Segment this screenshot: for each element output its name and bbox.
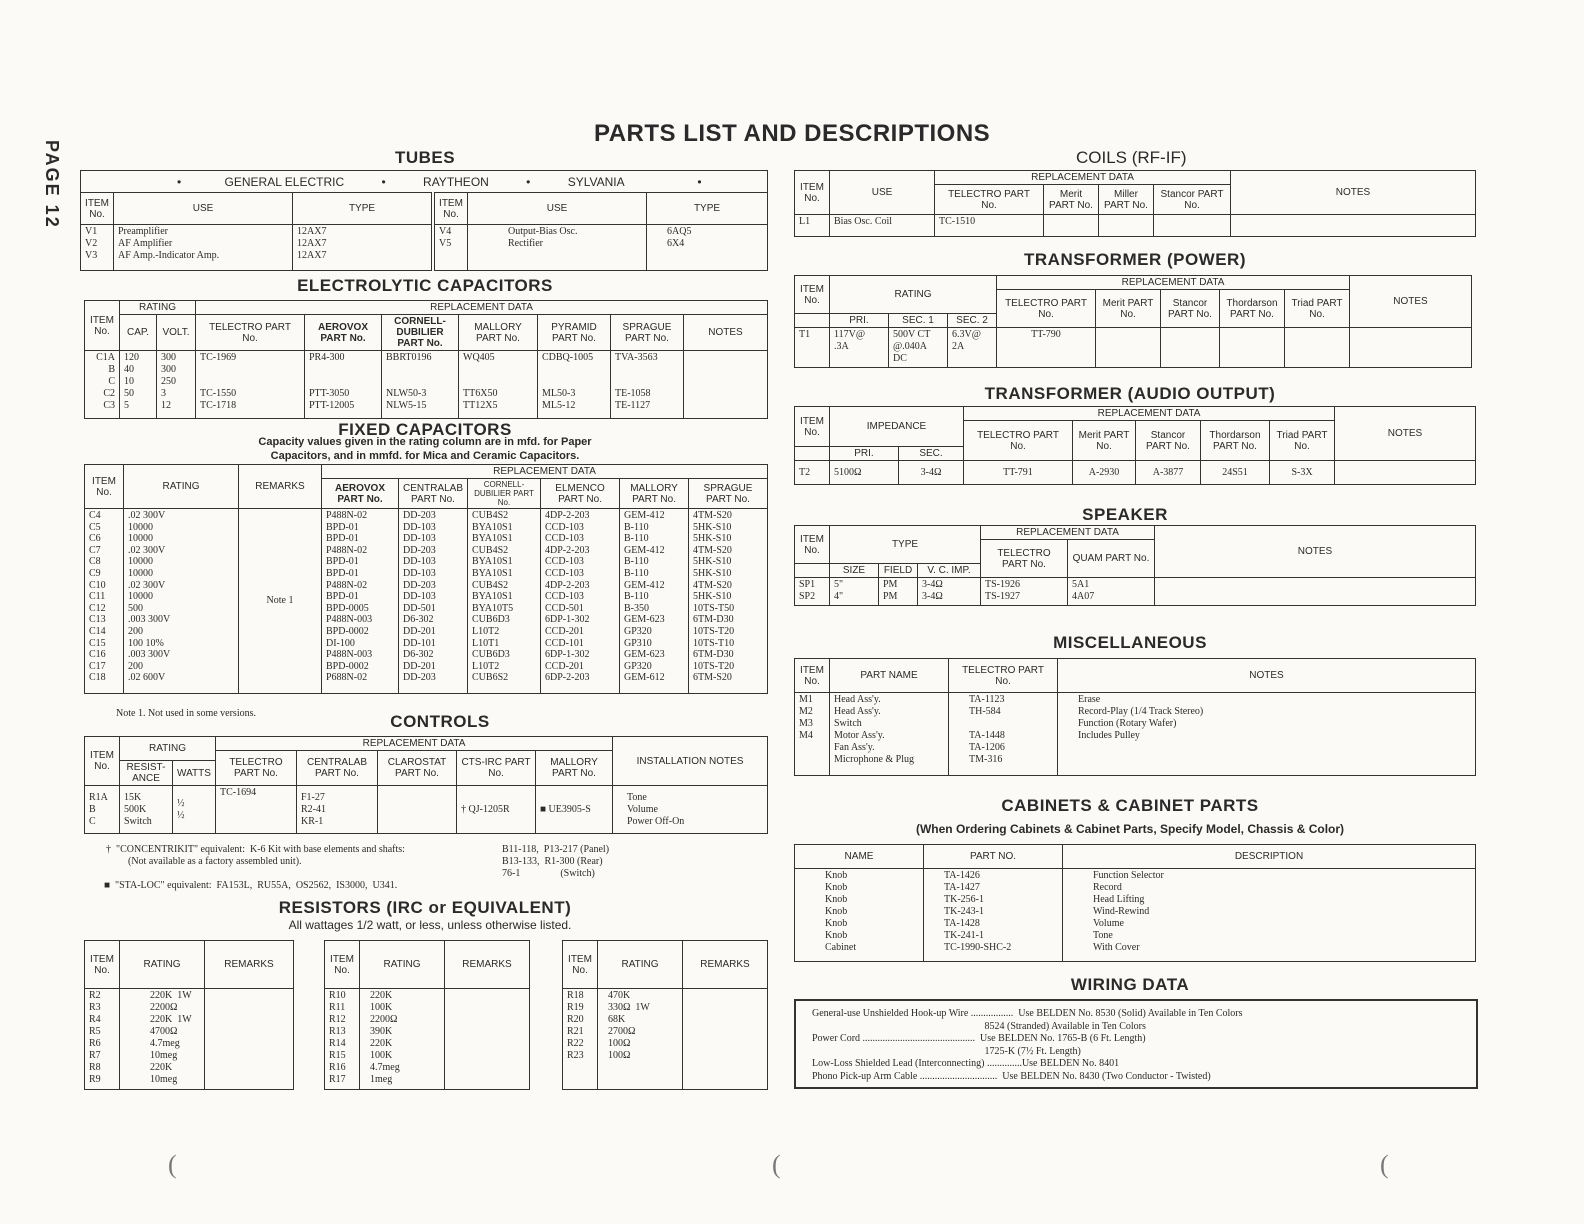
ct-h-cts: CTS-IRC PART No. [457, 751, 536, 786]
ta-h-telectro: TELECTRO PART No. [964, 421, 1073, 461]
el-mallory: WQ405 TT6X50 TT12X5 [459, 351, 538, 419]
resistors-table-2 [324, 940, 530, 1090]
tubes-left-items: V1 V2 V3 [81, 225, 114, 271]
rs3-remarks [683, 989, 768, 1090]
el-h-notes: NOTES [684, 315, 768, 351]
cb-parts: TA-1426 TA-1427 TK-256-1 TK-243-1 TA-1428 TK-241-1 TC-1990-SHC-2 [924, 869, 1063, 962]
ta-h-imp: IMPEDANCE [830, 407, 964, 447]
fx-h-cornell: CORNELL-DUBILIER PART No. [468, 479, 541, 509]
el-notes [684, 351, 768, 419]
tp-h-sec1: SEC. 1 [889, 314, 948, 328]
sp-notes [1155, 578, 1476, 606]
ta-h-thordarson: Thordarson PART No. [1201, 421, 1270, 461]
fixed-table [84, 464, 768, 694]
controls-footnote-2: ■ "STA-LOC" equivalent: FA153L, RU55A, OS2562, IS3000, U341. [104, 880, 398, 891]
ct-h-rating: RATING [120, 737, 216, 761]
el-h-pyramid: PYRAMID PART No. [538, 315, 611, 351]
fx-mallory: GEM-412 B-110 B-110 GEM-412 B-110 B-110 GEM-412 B-110 B-350 GEM-623 GP320 GP310 GEM-623 GP320 GEM-612 [620, 509, 689, 694]
tubes-table [80, 170, 768, 271]
resistors-subtitle: All wattages 1/2 watt, or less, unless otherwise listed. [288, 918, 572, 932]
tp-merit [1096, 328, 1161, 368]
co-h-notes: NOTES [1231, 171, 1476, 215]
ta-h-sec: SEC. [899, 447, 964, 461]
ta-h-pri: PRI. [830, 447, 899, 461]
cabinets-subtitle: (When Ordering Cabinets & Cabinet Parts, Specify Model, Chassis & Color) [915, 822, 1345, 836]
el-h-repl: REPLACEMENT DATA [196, 301, 768, 315]
fixed-title: FIXED CAPACITORS [338, 420, 512, 439]
co-h-repl: REPLACEMENT DATA [935, 171, 1231, 185]
mi-notes: Erase Record-Play (1/4 Track Stereo) Function (Rotary Wafer) Includes Pulley [1058, 693, 1476, 776]
mi-h-telectro: TELECTRO PART No. [949, 659, 1058, 693]
sp-h-notes: NOTES [1155, 526, 1476, 578]
tp-h-item-spacer [795, 314, 830, 328]
el-aerovox: PR4-300 PTT-3050 PTT-12005 [305, 351, 382, 419]
tp-triad [1285, 328, 1350, 368]
sp-h-size: SIZE [830, 564, 879, 578]
co-miller [1099, 215, 1154, 237]
tubes-left-types: 12AX7 12AX7 12AX7 [293, 225, 434, 271]
tp-h-repl: REPLACEMENT DATA [997, 276, 1350, 290]
tp-h-triad: Triad PART No. [1285, 290, 1350, 328]
ct-h-install: INSTALLATION NOTES [613, 737, 768, 786]
cb-h-desc: DESCRIPTION [1063, 845, 1476, 869]
co-h-stancor: Stancor PART No. [1154, 185, 1231, 215]
coils-table [794, 170, 1476, 237]
rs1-remarks [205, 989, 294, 1090]
binding-mark-center: ( [772, 1150, 781, 1179]
ct-items: R1A B C [85, 786, 120, 834]
sp-size: 5" 4" [830, 578, 879, 606]
rs2-h-rating: RATING [360, 941, 445, 989]
sp-h-item-spacer [795, 564, 830, 578]
co-notes [1231, 215, 1476, 237]
sp-quam: 5A1 4A07 [1068, 578, 1155, 606]
ta-sec: 3-4Ω [899, 461, 964, 485]
el-h-aerovox: AEROVOX PART No. [305, 315, 382, 351]
mi-h-item: ITEM No. [795, 659, 830, 693]
speaker-table [794, 525, 1476, 606]
mi-items: M1 M2 M3 M4 [795, 693, 830, 776]
binding-mark-left: ( [168, 1150, 177, 1179]
cb-h-part: PART NO. [924, 845, 1063, 869]
tubes-h-type2: TYPE [647, 193, 768, 225]
fx-centralab: DD-203 DD-103 DD-103 DD-203 DD-103 DD-103 DD-203 DD-103 DD-501 D6-302 DD-201 DD-101 D6-302 DD-201 DD-203 [399, 509, 468, 694]
tp-h-sec2: SEC. 2 [948, 314, 997, 328]
tp-h-thordarson: Thordarson PART No. [1220, 290, 1285, 328]
rs1-h-item: ITEM No. [85, 941, 120, 989]
rs3-items: R18 R19 R20 R21 R22 R23 [563, 989, 598, 1090]
controls-footnote-1c: B11-118, P13-217 (Panel) B13-133, R1-300 (Rear) 76-1 (Switch) [502, 844, 610, 879]
sp-h-field: FIELD [879, 564, 918, 578]
ct-clarostat [378, 786, 457, 834]
co-stancor [1154, 215, 1231, 237]
ct-h-watts: WATTS [173, 761, 216, 786]
tp-stancor [1161, 328, 1220, 368]
fixed-note: Note 1. Not used in some versions. [116, 708, 256, 719]
el-volt: 300 300 250 3 12 [157, 351, 196, 419]
ta-thordarson: 24S51 [1201, 461, 1270, 485]
ct-mallory: ■ UE3905-S [536, 786, 613, 834]
ta-h-triad: Triad PART No. [1270, 421, 1335, 461]
sp-vc: 3-4Ω 3-4Ω [918, 578, 981, 606]
ta-stancor: A-3877 [1136, 461, 1201, 485]
electrolytic-title: ELECTROLYTIC CAPACITORS [297, 276, 553, 295]
ct-h-centralab: CENTRALAB PART No. [297, 751, 378, 786]
co-h-item: ITEM No. [795, 171, 830, 215]
el-telectro: TC-1969 TC-1550 TC-1718 [196, 351, 305, 419]
sp-field: PM PM [879, 578, 918, 606]
speaker-title: SPEAKER [1082, 505, 1168, 524]
el-h-cornell: CORNELL-DUBILIER PART No. [382, 315, 459, 351]
sp-h-item: ITEM No. [795, 526, 830, 564]
ct-install: Tone Volume Power Off-On [613, 786, 768, 834]
el-h-sprague: SPRAGUE PART No. [611, 315, 684, 351]
page-title: PARTS LIST AND DESCRIPTIONS [594, 120, 991, 147]
mi-h-notes: NOTES [1058, 659, 1476, 693]
transformer-power-table [794, 275, 1472, 368]
tp-h-item: ITEM No. [795, 276, 830, 314]
fixed-subtitle-2: Capacitors, and in mmfd. for Mica and Ceramic Capacitors. [270, 450, 580, 462]
transformer-audio-table [794, 406, 1476, 485]
rs2-h-remarks: REMARKS [445, 941, 530, 989]
fx-h-item: ITEM No. [85, 465, 124, 509]
tp-telectro: TT-790 [997, 328, 1096, 368]
tubes-right-items: V4 V5 [433, 225, 468, 271]
tubes-h-use: USE [114, 193, 293, 225]
sp-h-repl: REPLACEMENT DATA [981, 526, 1155, 540]
mi-names: Head Ass'y. Head Ass'y. Switch Motor Ass'y. Fan Ass'y. Microphone & Plug [830, 693, 949, 776]
cb-names: Knob Knob Knob Knob Knob Knob Cabinet [795, 869, 924, 962]
mi-parts: TA-1123 TH-584 TA-1448 TA-1206 TM-316 [949, 693, 1058, 776]
fx-h-repl: REPLACEMENT DATA [322, 465, 768, 479]
fx-h-remarks: REMARKS [239, 465, 322, 509]
wiring-lines: General-use Unshielded Hook-up Wire ................. Use BELDEN No. 8530 (Solid) Available in Ten Colors 8524 (Stranded) Available in Ten Colors Power Cord ............................................. Use BELDEN No. 1765-B (6 Ft. Length) 1725-K (7½ Ft. Length) Low-Loss Shielded Lead (Interconnecting) ..............Use BELDEN No. 8401 Phono Pick-up Arm Cable ............................... Use BELDEN No. 8430 (Two Conductor - Twisted) [812, 1008, 1243, 1082]
sp-items: SP1 SP2 [795, 578, 830, 606]
ta-h-item-spacer [795, 447, 830, 461]
rs3-h-remarks: REMARKS [683, 941, 768, 989]
rs1-items: R2 R3 R4 R5 R6 R7 R8 R9 [85, 989, 120, 1090]
rs1-h-remarks: REMARKS [205, 941, 294, 989]
controls-table [84, 736, 768, 834]
resistors-title: RESISTORS (IRC or EQUIVALENT) [278, 898, 572, 917]
co-h-merit: Merit PART No. [1044, 185, 1099, 215]
tp-sec1: 500V CT @.040A DC [889, 328, 948, 368]
el-cornell: BBRT0196 NLW50-3 NLW5-15 [382, 351, 459, 419]
ta-merit: A-2930 [1073, 461, 1136, 485]
ta-h-merit: Merit PART No. [1073, 421, 1136, 461]
cabinets-table [794, 844, 1476, 962]
tubes-left-uses: Preamplifier AF Amplifier AF Amp.-Indicator Amp. [114, 225, 293, 271]
co-telectro: TC-1510 [935, 215, 1044, 237]
ta-notes [1335, 461, 1476, 485]
controls-title: CONTROLS [390, 712, 490, 731]
tubes-right-types: 6AQ5 6X4 [647, 225, 768, 271]
tubes-brands: • GENERAL ELECTRIC • RAYTHEON • SYLVANIA • [81, 171, 768, 193]
tp-notes [1350, 328, 1472, 368]
tubes-h-item: ITEM No. [81, 193, 114, 225]
fx-h-mallory: MALLORY PART No. [620, 479, 689, 509]
co-use: Bias Osc. Coil [830, 215, 935, 237]
el-h-item: ITEM No. [85, 301, 120, 351]
ct-h-clarostat: CLAROSTAT PART No. [378, 751, 457, 786]
ct-cts: † QJ-1205R [457, 786, 536, 834]
misc-table [794, 658, 1476, 776]
co-merit [1044, 215, 1099, 237]
cabinets-title: CABINETS & CABINET PARTS [1001, 796, 1259, 815]
tp-item: T1 [795, 328, 830, 368]
sp-h-vc: V. C. IMP. [918, 564, 981, 578]
el-cap: 120 40 10 50 5 [120, 351, 157, 419]
rs3-h-item: ITEM No. [563, 941, 598, 989]
tp-pri: 117V@ .3A [830, 328, 889, 368]
tp-h-notes: NOTES [1350, 276, 1472, 328]
tubes-h-item2: ITEM No. [433, 193, 468, 225]
ta-item: T2 [795, 461, 830, 485]
fx-items: C4 C5 C6 C7 C8 C9 C10 C11 C12 C13 C14 C15 C16 C17 C18 [85, 509, 124, 694]
ct-centralab: F1-27 R2-41 KR-1 [297, 786, 378, 834]
sp-telectro: TS-1926 TS-1927 [981, 578, 1068, 606]
tp-h-rating: RATING [830, 276, 997, 314]
rs3-ratings: 470K 330Ω 1W 68K 2700Ω 100Ω 100Ω [598, 989, 683, 1090]
ta-triad: S-3X [1270, 461, 1335, 485]
el-pyramid: CDBQ-1005 ML50-3 ML5-12 [538, 351, 611, 419]
ct-telectro: TC-1694 [216, 786, 297, 834]
mi-h-name: PART NAME [830, 659, 949, 693]
fx-rating: .02 300V 10000 10000 .02 300V 10000 10000 .02 300V 10000 500 .003 300V 200 100 10% .003 300V 200 .02 600V [124, 509, 239, 694]
ta-pri: 5100Ω [830, 461, 899, 485]
ct-h-resist: RESIST-ANCE [120, 761, 173, 786]
el-h-volt: VOLT. [157, 315, 196, 351]
electrolytic-table [84, 300, 768, 419]
ta-h-stancor: Stancor PART No. [1136, 421, 1201, 461]
tubes-h-use2: USE [468, 193, 647, 225]
ct-h-item: ITEM No. [85, 737, 120, 786]
co-h-use: USE [830, 171, 935, 215]
rs2-items: R10 R11 R12 R13 R14 R15 R16 R17 [325, 989, 360, 1090]
resistors-table-1 [84, 940, 294, 1090]
fixed-subtitle-1: Capacity values given in the rating column are in mfd. for Paper [258, 436, 592, 448]
rs3-h-rating: RATING [598, 941, 683, 989]
ct-resist: 15K 500K Switch [120, 786, 173, 834]
rs2-h-item: ITEM No. [325, 941, 360, 989]
fx-h-centralab: CENTRALAB PART No. [399, 479, 468, 509]
fx-h-aerovox: AEROVOX PART No. [322, 479, 399, 509]
wiring-title: WIRING DATA [1070, 975, 1190, 994]
page-label: PAGE 12 [42, 140, 62, 229]
sp-h-type: TYPE [830, 526, 981, 564]
transformer-audio-title: TRANSFORMER (AUDIO OUTPUT) [984, 384, 1276, 403]
transformer-power-title: TRANSFORMER (POWER) [1024, 250, 1246, 269]
ta-h-repl: REPLACEMENT DATA [964, 407, 1335, 421]
fx-remarks: Note 1 [239, 509, 322, 694]
co-item: L1 [795, 215, 830, 237]
ct-h-repl: REPLACEMENT DATA [216, 737, 613, 751]
el-h-mallory: MALLORY PART No. [459, 315, 538, 351]
ta-h-item: ITEM No. [795, 407, 830, 447]
misc-title: MISCELLANEOUS [1053, 633, 1207, 652]
fx-aerovox: P488N-02 BPD-01 BPD-01 P488N-02 BPD-01 BPD-01 P488N-02 BPD-01 BPD-0005 P488N-003 BPD-0002 DI-100 P488N-003 BPD-0002 P688N-02 [322, 509, 399, 694]
fx-h-sprague: SPRAGUE PART No. [689, 479, 768, 509]
el-h-telectro: TELECTRO PART No. [196, 315, 305, 351]
fx-elmenco: 4DP-2-203 CCD-103 CCD-103 4DP-2-203 CCD-103 CCD-103 4DP-2-203 CCD-103 CCD-501 6DP-1-302 CCD-201 CCD-101 6DP-1-302 CCD-201 6DP-2-203 [541, 509, 620, 694]
binding-mark-right: ( [1380, 1150, 1389, 1179]
ct-h-telectro: TELECTRO PART No. [216, 751, 297, 786]
el-items: C1A B C C2 C3 [85, 351, 120, 419]
fx-cornell: CUB4S2 BYA10S1 BYA10S1 CUB4S2 BYA10S1 BYA10S1 CUB4S2 BYA10S1 BYA10T5 CUB6D3 L10T2 L10T1 CUB6D3 L10T2 CUB6S2 [468, 509, 541, 694]
sp-h-telectro: TELECTRO PART No. [981, 540, 1068, 578]
ct-watts: ½ ½ [173, 786, 216, 834]
coils-title: COILS (RF-IF) [1076, 148, 1187, 167]
tubes-h-type: TYPE [293, 193, 434, 225]
ta-telectro: TT-791 [964, 461, 1073, 485]
ta-h-notes: NOTES [1335, 407, 1476, 461]
cb-descs: Function Selector Record Head Lifting Wind-Rewind Volume Tone With Cover [1063, 869, 1476, 962]
tp-h-stancor: Stancor PART No. [1161, 290, 1220, 328]
resistors-table-3 [562, 940, 768, 1090]
tp-h-merit: Merit PART No. [1096, 290, 1161, 328]
controls-footnote-1a: † "CONCENTRIKIT" equivalent: K-6 Kit with base elements and shafts: [106, 844, 405, 855]
fx-sprague: 4TM-S20 5HK-S10 5HK-S10 4TM-S20 5HK-S10 5HK-S10 4TM-S20 5HK-S10 10TS-T50 6TM-D30 10TS-T20 10TS-T10 6TM-D30 10TS-T20 6TM-S20 [689, 509, 768, 694]
sp-h-quam: QUAM PART No. [1068, 540, 1155, 578]
rs1-h-rating: RATING [120, 941, 205, 989]
tp-h-pri: PRI. [830, 314, 889, 328]
tubes-title: TUBES [394, 148, 456, 167]
cb-h-name: NAME [795, 845, 924, 869]
tp-sec2: 6.3V@ 2A [948, 328, 997, 368]
tubes-right-uses: Output-Bias Osc. Rectifier [468, 225, 647, 271]
el-sprague: TVA-3563 TE-1058 TE-1127 [611, 351, 684, 419]
el-h-rating: RATING [120, 301, 196, 315]
rs1-ratings: 220K 1W 2200Ω 220K 1W 4700Ω 4.7meg 10meg 220K 10meg [120, 989, 205, 1090]
ct-h-mallory: MALLORY PART No. [536, 751, 613, 786]
fx-h-rating: RATING [124, 465, 239, 509]
fx-h-elmenco: ELMENCO PART No. [541, 479, 620, 509]
controls-footnote-1b: (Not available as a factory assembled unit). [128, 856, 302, 867]
tp-thordarson [1220, 328, 1285, 368]
co-h-telectro: TELECTRO PART No. [935, 185, 1044, 215]
co-h-miller: Miller PART No. [1099, 185, 1154, 215]
rs2-ratings: 220K 100K 2200Ω 390K 220K 100K 4.7meg 1meg [360, 989, 445, 1090]
tp-h-telectro: TELECTRO PART No. [997, 290, 1096, 328]
rs2-remarks [445, 989, 530, 1090]
el-h-cap: CAP. [120, 315, 157, 351]
